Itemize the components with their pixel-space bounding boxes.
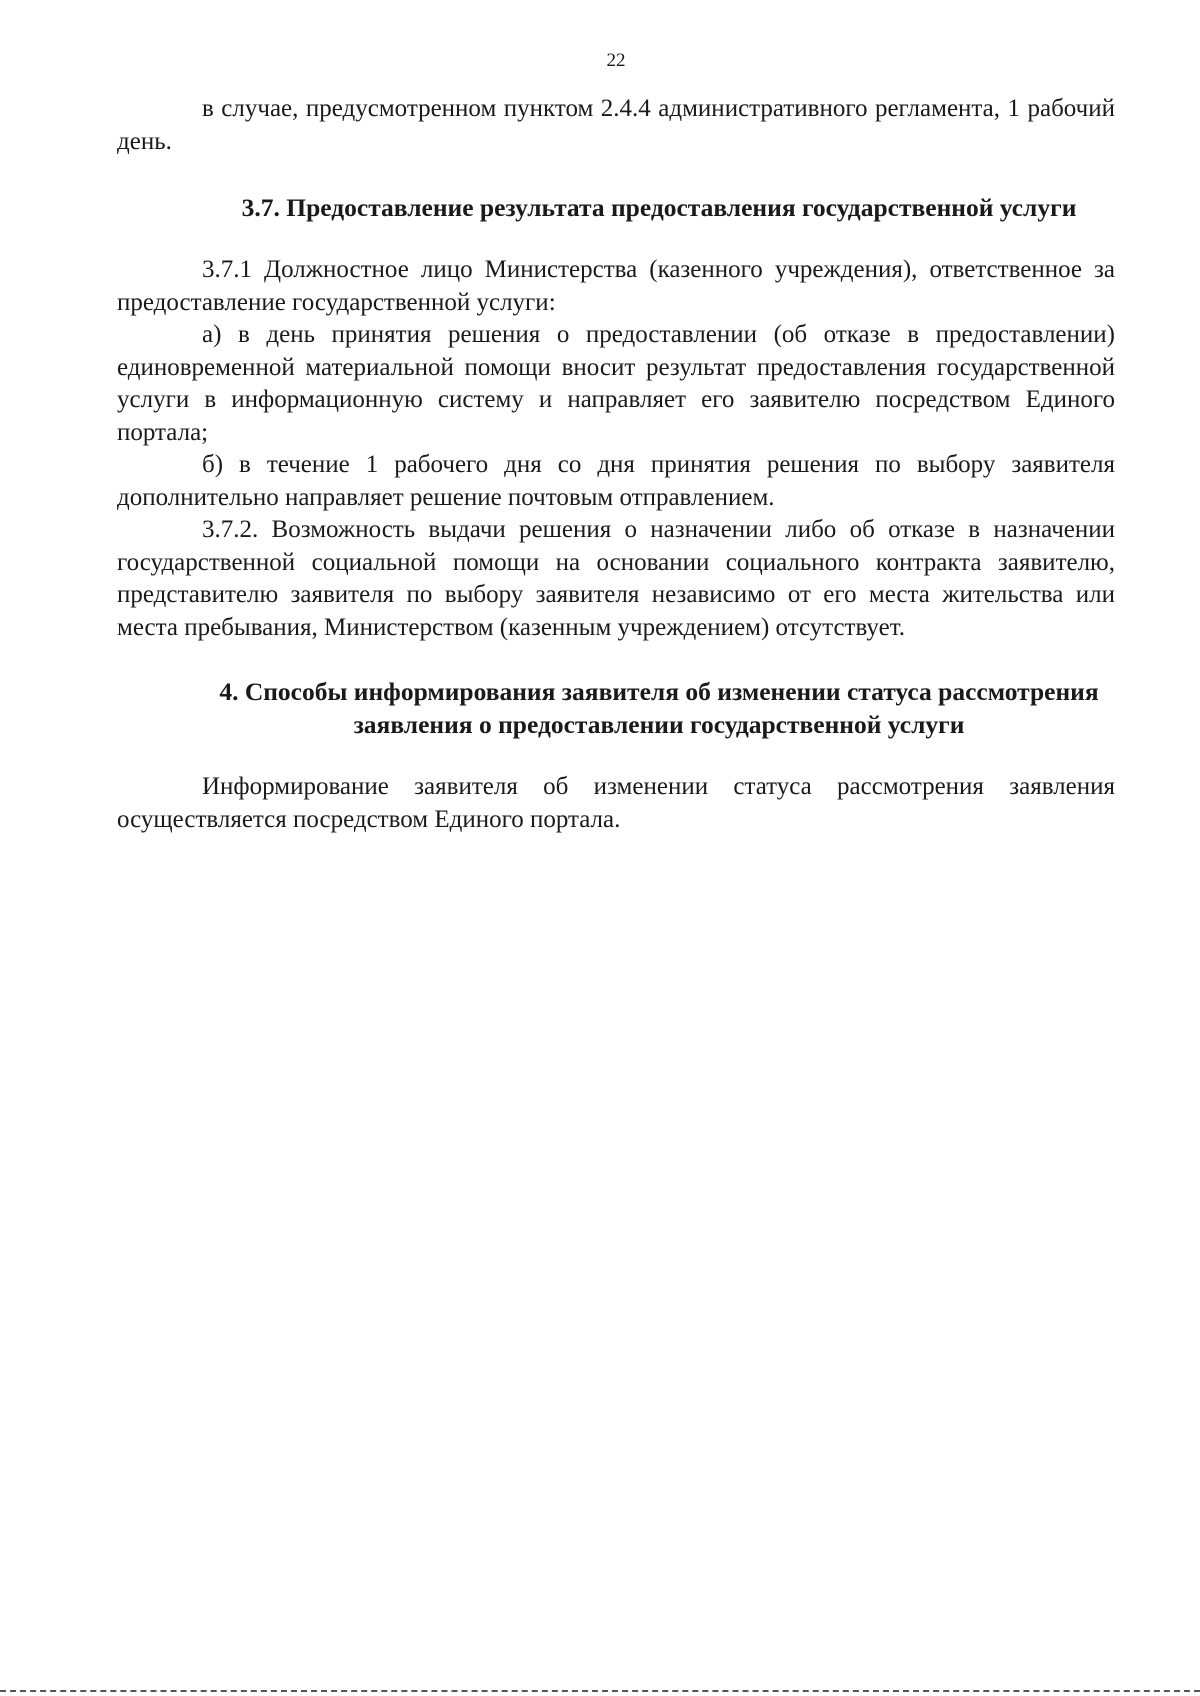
page-bottom-edge [0,1690,1200,1692]
intro-paragraph: в случае, предусмотренном пунктом 2.4.4 административного регламента, 1 рабочий день. [117,95,1115,155]
section-4-heading: 4. Способы информирования заявителя об изменении статуса рассмотрения заявления о предоставлении государственной услуги [219,677,1099,739]
paragraph-item-b: б) в течение 1 рабочего дня со дня принятия решения по выбору заявителя дополнительно направляет решение почтовым отправлением. [117,451,1115,511]
paragraph-3-7-2: 3.7.2. Возможность выдачи решения о назначении либо об отказе в назначении государственной социальной помощи на основании социального контракта заявителю, представителю заявителя по выбору заявителя независимо от его места жительства или места пребывания, Министерством (казенным учреждением) отсутствует. [117,516,1115,641]
page-number: 22 [606,50,626,71]
paragraph-item-a: а) в день принятия решения о предоставлении (об отказе в предоставлении) единовременной материальной помощи вносит результат предоставления государственной услуги в информационную систему и направляет его заявителю посредством Единого портала; [117,321,1115,446]
section-3-7-heading: 3.7. Предоставление результата предоставления государственной услуги [241,193,1077,222]
document-body [117,93,1115,836]
paragraph-3-7-1: 3.7.1 Должностное лицо Министерства (казенного учреждения), ответственное за предоставление государственной услуги: [117,256,1115,316]
section-4-paragraph: Информирование заявителя об изменении статуса рассмотрения заявления осуществляется посредством Единого портала. [117,773,1115,833]
